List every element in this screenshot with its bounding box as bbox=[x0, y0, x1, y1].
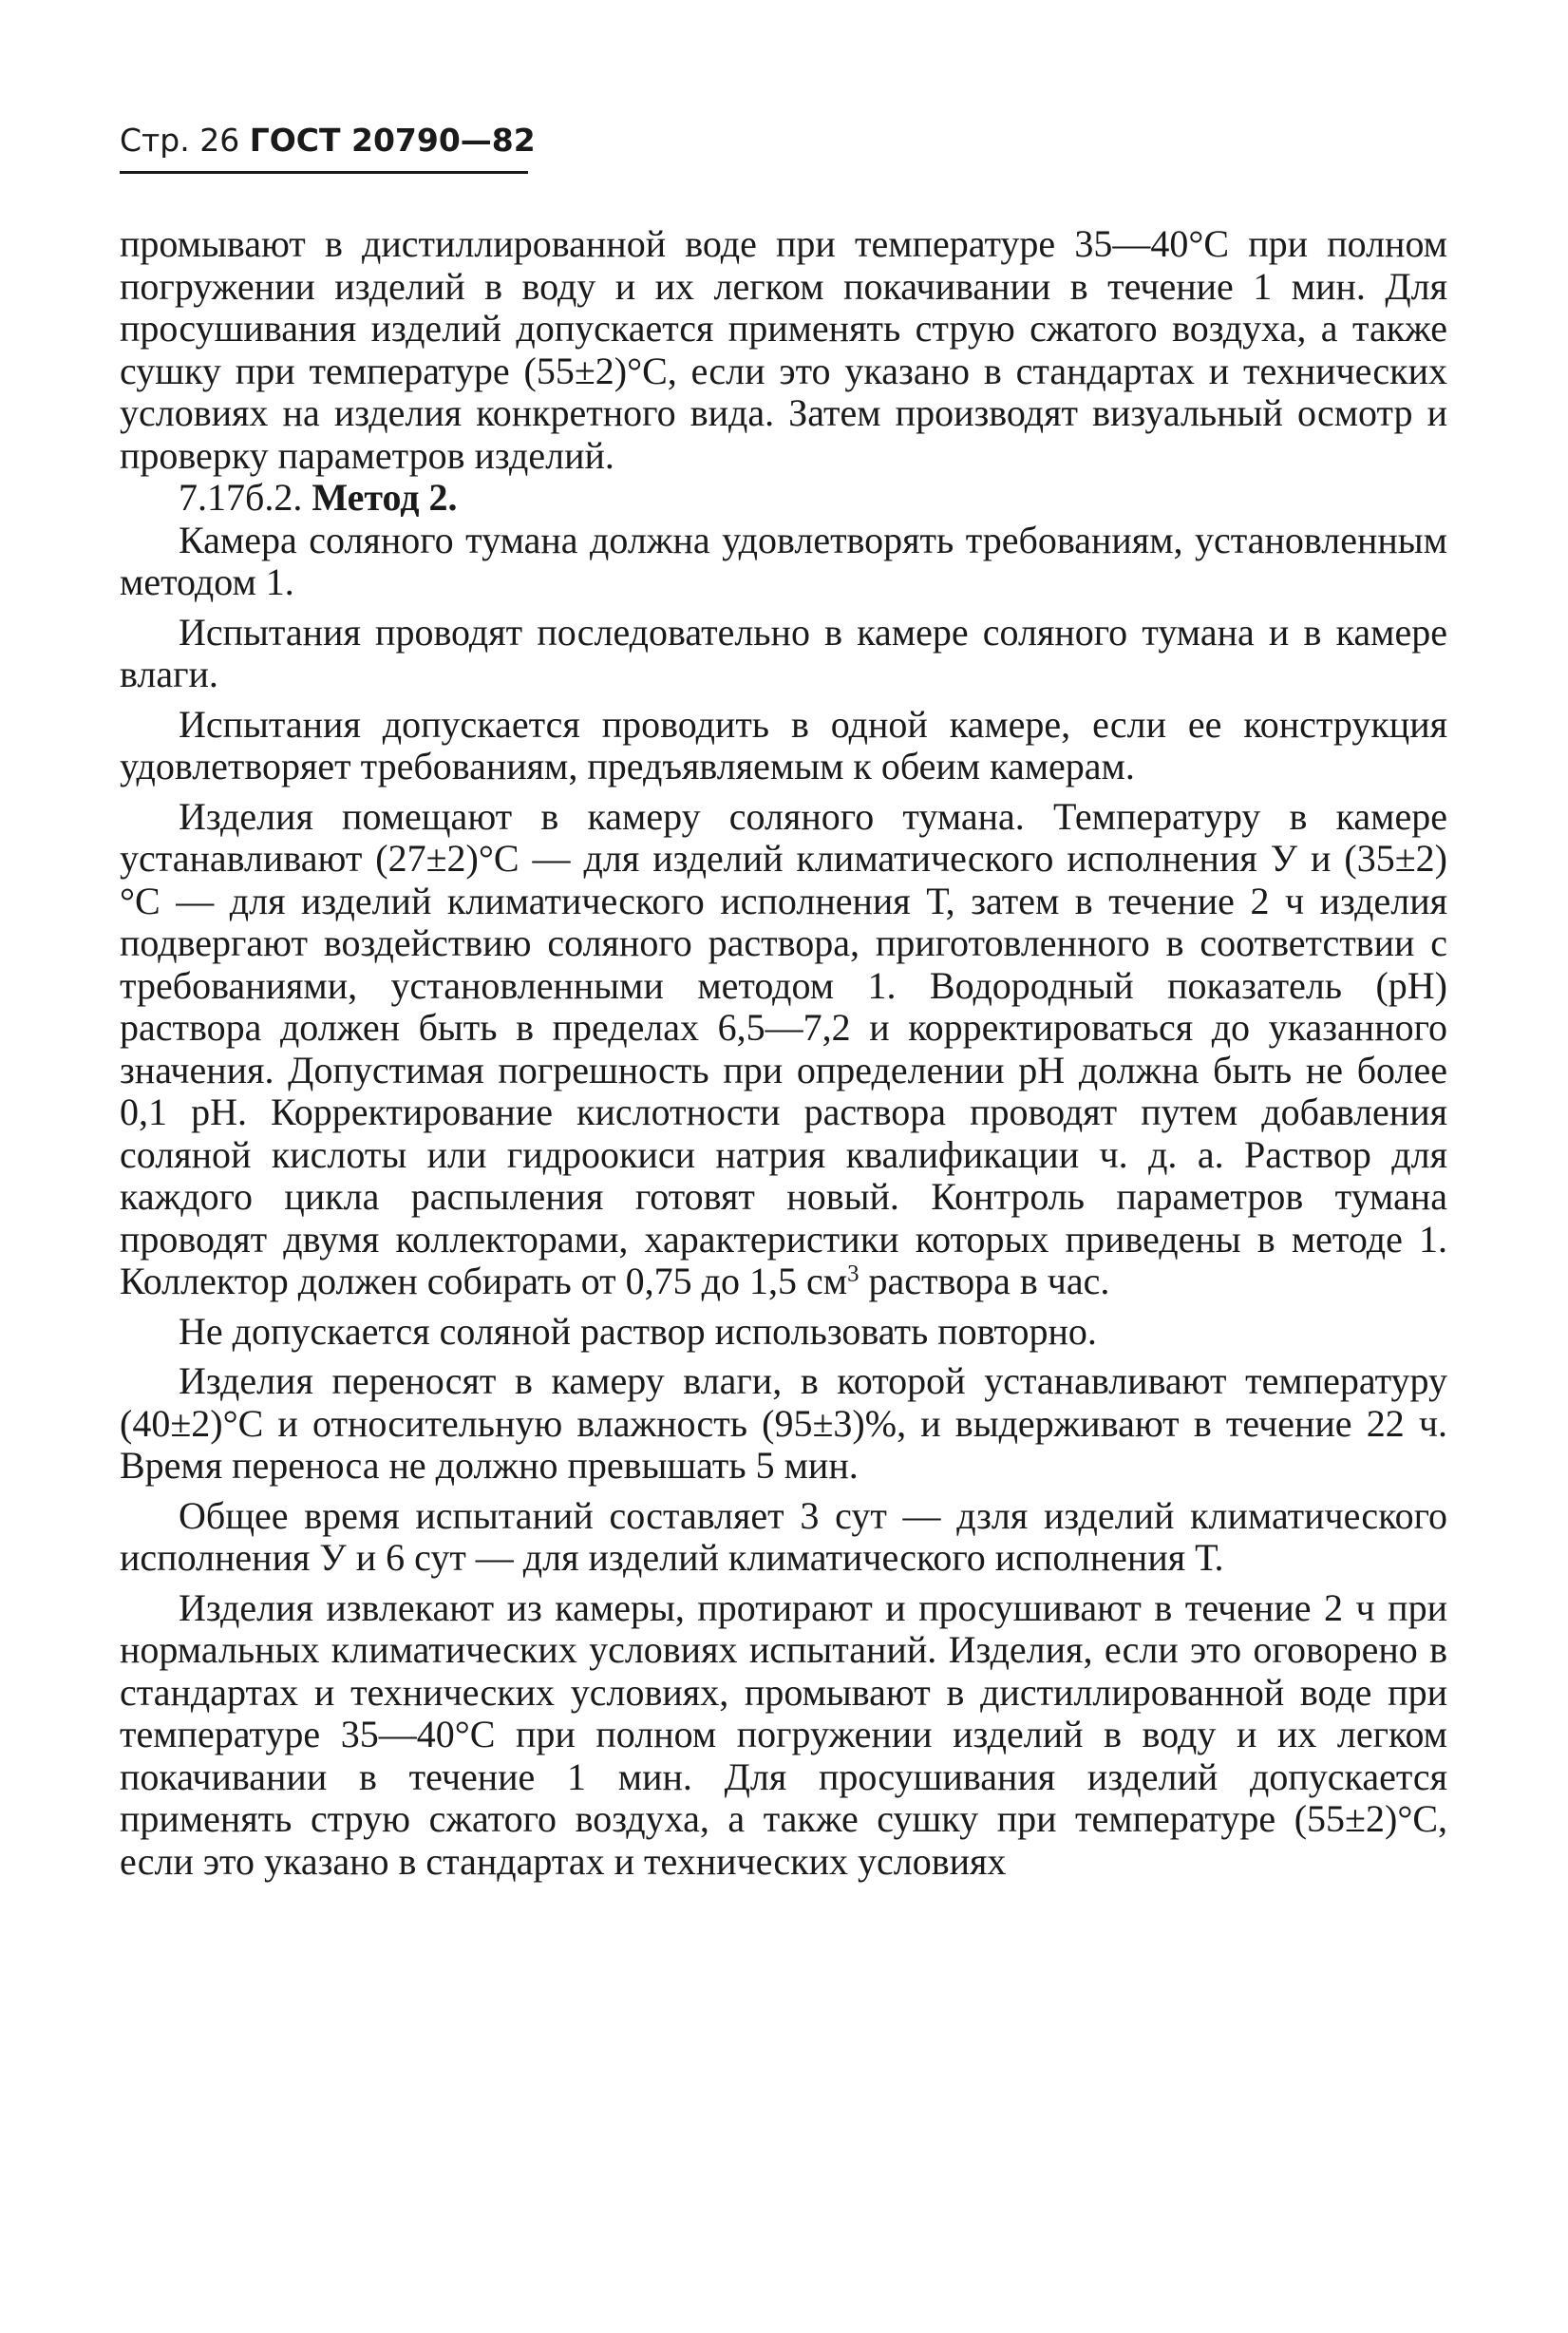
section-title: Метод 2. bbox=[312, 476, 458, 519]
paragraph-humidity-chamber: Изделия переносят в камеру влаги, в которой устанавливают температуру (40±2)°С и относительную влажность (95±3)%, и выдерживают в течение 22 ч. Время переноса не должно превышать 5 мин. bbox=[120, 1359, 1447, 1487]
paragraph-no-reuse: Не допускается соляной раствор использовать повторно. bbox=[179, 1309, 1097, 1353]
paragraph-sequential-testing: Испытания проводят последовательно в камере соляного тумана и в камере влаги. bbox=[120, 610, 1447, 695]
paragraph-salt-fog-procedure bbox=[120, 796, 1447, 1303]
standard-code: ГОСТ 20790—82 bbox=[249, 122, 536, 159]
paragraph-chamber-requirements: Камера соляного тумана должна удовлетворять требованиям, установленным методом 1. bbox=[120, 518, 1447, 603]
section-number: 7.17б.2. bbox=[179, 476, 303, 519]
unit-exponent: 3 bbox=[847, 1261, 860, 1287]
page-number: Стр. 26 bbox=[120, 122, 240, 159]
paragraph-continued: промывают в дистиллированной воде при температуре 35—40°С при полном погружении изделий в воду и их легком покачивании в течение 1 мин. Для просушивания изделий допускается применять струю сжатого воздуха, а также сушку при температуре (55±2)°С, если это указано в стандартах и технических условиях на изделия конкретного вида. Затем производят визуальный осмотр и проверку параметров изделий. bbox=[120, 222, 1447, 477]
salt-fog-text: Изделия помещают в камеру соляного тумана. Температуру в камере устанавливают (27±2)°С — для изделий климатического исполнения У и (35±2)°С — для изделий климатического исполнения Т, затем в течение 2 ч изделия подвергают воздействию соляного раствора, приготовленного в соответствии с требованиями, установленными методом 1. Водородный показатель (рН) раствора должен быть в пределах 6,5—7,2 и корректироваться до указанного значения. Допустимая погрешность при определении рН должна быть не более 0,1 рН. Корректирование кислотности раствора проводят путем добавления соляной кислоты или гидроокиси натрия квалификации ч. д. а. Раствор для каждого цикла распыления готовят новый. Контроль параметров тумана проводят двумя коллекторами, характеристики которых приведены в методе 1. Коллектор должен собирать от 0,75 до 1,5 см bbox=[120, 794, 1447, 1302]
salt-fog-text-tail: раствора в час. bbox=[859, 1260, 1110, 1302]
paragraph-total-duration: Общее время испытаний составляет 3 сут — дзля изделий климатического исполнения У и 6 сут — для изделий климатического исполнения Т. bbox=[120, 1493, 1447, 1579]
paragraph-single-chamber: Испытания допускается проводить в одной камере, если ее конструкция удовлетворяет требованиям, предъявляемым к обеим камерам. bbox=[120, 702, 1447, 787]
page-header bbox=[120, 122, 536, 160]
document-body bbox=[120, 223, 1447, 1883]
header-rule bbox=[120, 171, 528, 174]
section-heading bbox=[120, 477, 1447, 520]
paragraph-drying: Изделия извлекают из камеры, протирают и просушивают в течение 2 ч при нормальных климатических условиях испытаний. Изделия, если это оговорено в стандартах и технических условиях, промывают в дистиллированной воде при температуре 35—40°С при полном погружении изделий в воду и их легком покачивании в течение 1 мин. Для просушивания изделий допускается применять струю сжатого воздуха, а также сушку при температуре (55±2)°С, если это указано в стандартах и технических условиях bbox=[120, 1585, 1447, 1883]
